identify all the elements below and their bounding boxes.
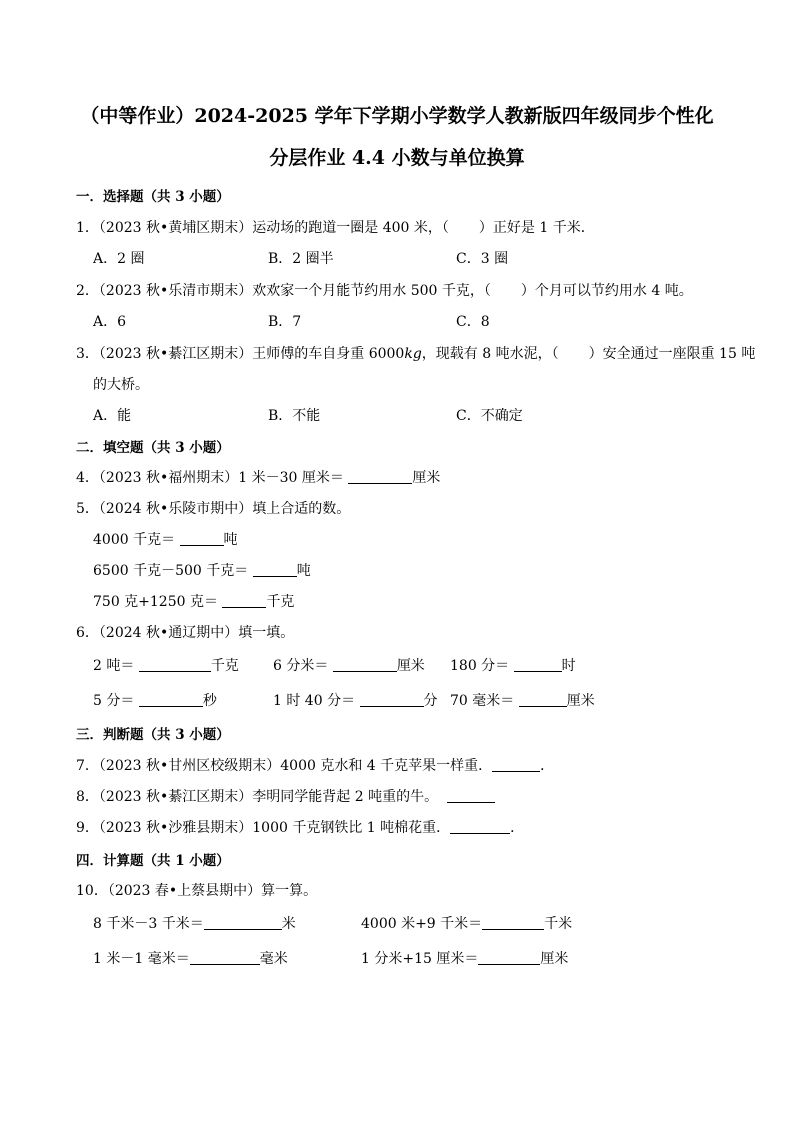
option-b[interactable]: B．7 xyxy=(268,314,302,330)
period: ． xyxy=(540,758,555,774)
question-text: （2023 秋•沙雅县期末）1000 千克钢铁比 1 吨棉花重． xyxy=(98,820,451,836)
unit-label: 厘米 xyxy=(412,470,441,486)
q10-row-2 xyxy=(93,948,693,966)
answer-blank[interactable] xyxy=(348,469,412,484)
question-text: （2023 秋•乐清市期末）欢欢家一个月能节约用水 500 千克，（ xyxy=(98,283,491,299)
question-5 xyxy=(76,498,350,518)
option-a[interactable]: A．6 xyxy=(93,314,127,330)
question-text: （2023 春•上蔡县期中）算一算。 xyxy=(107,883,318,899)
question-9 xyxy=(76,817,524,837)
question-number: 9． xyxy=(76,820,99,836)
answer-blank[interactable] xyxy=(482,915,544,930)
fill-item: 180 分＝ 时 xyxy=(450,658,576,674)
q5-line-1 xyxy=(93,529,238,549)
question-3-continuation: 的大桥。 xyxy=(93,377,149,393)
answer-blank[interactable] xyxy=(204,915,282,930)
option-b[interactable]: B．2 圈半 xyxy=(268,251,334,267)
question-number: 5． xyxy=(76,501,99,517)
expression: 6500 千克－500 千克＝ xyxy=(93,563,249,579)
unit-label: 千克 xyxy=(266,594,295,610)
question-6 xyxy=(76,622,294,642)
calc-item: 1 分米+15 厘米＝ 厘米 xyxy=(361,951,569,967)
unit-kg: kg xyxy=(404,346,422,362)
answer-blank[interactable] xyxy=(180,531,224,546)
calc-item: 1 米－1 毫米＝ 毫米 xyxy=(93,951,288,967)
q5-line-2 xyxy=(93,560,311,580)
question-text: （2023 秋•綦江区期末）李明同学能背起 2 吨重的牛。 xyxy=(98,789,439,805)
question-2 xyxy=(76,280,693,300)
question-text: （2023 秋•綦江区期末）王师傅的车自身重 6000 xyxy=(98,346,405,362)
title-line-2: 分层作业 4.4 小数与单位换算 xyxy=(269,147,525,169)
title-line-1: （中等作业）2024-2025 学年下学期小学数学人教新版四年级同步个性化 xyxy=(80,105,714,127)
question-4 xyxy=(76,467,440,487)
section-heading-judge: 三．判断题（共 3 小题） xyxy=(76,727,230,743)
question-10 xyxy=(76,880,317,900)
question-text: （2024 秋•乐陵市期中）填上合适的数。 xyxy=(98,501,351,517)
option-a[interactable]: A．2 圈 xyxy=(93,251,145,267)
question-number: 6． xyxy=(76,625,99,641)
question-text-mid: ，现载有 8 吨水泥，（ xyxy=(421,346,559,362)
question-text: （2023 秋•甘州区校级期末）4000 克水和 4 千克苹果一样重． xyxy=(98,758,493,774)
fill-item: 5 分＝ 秒 xyxy=(93,693,217,709)
question-3 xyxy=(76,343,755,363)
answer-blank[interactable] xyxy=(360,692,424,707)
fill-item: 70 毫米＝ 厘米 xyxy=(450,693,595,709)
question-number: 10． xyxy=(76,883,108,899)
answer-blank[interactable] xyxy=(139,692,203,707)
answer-blank[interactable] xyxy=(514,657,562,672)
q5-line-3 xyxy=(93,591,294,611)
question-text: （2023 秋•黄埔区期末）运动场的跑道一圈是 400 米，（ xyxy=(98,220,449,236)
question-text-end: ）正好是 1 千米． xyxy=(478,220,595,236)
answer-blank[interactable] xyxy=(492,757,540,772)
question-1 xyxy=(76,217,595,237)
question-number: 4． xyxy=(76,470,99,486)
option-c[interactable]: C．3 圈 xyxy=(456,251,509,267)
expression: 4000 千克＝ xyxy=(93,532,176,548)
section-heading-calc: 四．计算题（共 1 小题） xyxy=(76,853,230,869)
unit-label: 吨 xyxy=(296,563,311,579)
fill-item: 2 吨＝ 千克 xyxy=(93,658,239,674)
option-c[interactable]: C．8 xyxy=(456,314,490,330)
expression: 750 克+1250 克＝ xyxy=(93,594,218,610)
question-text: （2024 秋•通辽期中）填一填。 xyxy=(98,625,295,641)
period: ． xyxy=(510,820,525,836)
calc-item: 4000 米+9 千米＝ 千米 xyxy=(361,916,573,932)
question-text: （2023 秋•福州期末）1 米－30 厘米＝ xyxy=(98,470,344,486)
answer-blank[interactable] xyxy=(519,692,567,707)
option-c[interactable]: C．不确定 xyxy=(456,408,523,424)
answer-blank[interactable] xyxy=(478,950,540,965)
question-number: 1． xyxy=(76,220,99,236)
section-heading-choice: 一．选择题（共 3 小题） xyxy=(76,189,230,205)
question-8 xyxy=(76,786,495,806)
question-text-end: ）安全通过一座限重 15 吨 xyxy=(588,346,756,362)
option-b[interactable]: B．不能 xyxy=(268,408,321,424)
answer-blank[interactable] xyxy=(333,657,397,672)
question-number: 7． xyxy=(76,758,99,774)
option-a[interactable]: A．能 xyxy=(93,408,132,424)
section-heading-fill: 二．填空题（共 3 小题） xyxy=(76,440,230,456)
answer-blank[interactable] xyxy=(450,819,510,834)
q6-row-1 xyxy=(93,655,693,673)
answer-blank[interactable] xyxy=(253,562,297,577)
fill-item: 1 时 40 分＝ 分 xyxy=(273,693,438,709)
answer-blank[interactable] xyxy=(190,950,260,965)
unit-label: 吨 xyxy=(223,532,238,548)
answer-blank[interactable] xyxy=(139,657,211,672)
question-number: 3． xyxy=(76,346,99,362)
q10-row-1 xyxy=(93,913,693,931)
question-number: 2． xyxy=(76,283,99,299)
calc-item: 8 千米－3 千米＝ 米 xyxy=(93,916,296,932)
answer-blank[interactable] xyxy=(447,788,495,803)
fill-item: 6 分米＝ 厘米 xyxy=(273,658,425,674)
question-number: 8． xyxy=(76,789,99,805)
question-text-end: ）个月可以节约用水 4 吨。 xyxy=(520,283,693,299)
answer-blank[interactable] xyxy=(222,593,266,608)
question-7 xyxy=(76,755,554,775)
q6-row-2 xyxy=(93,690,693,708)
